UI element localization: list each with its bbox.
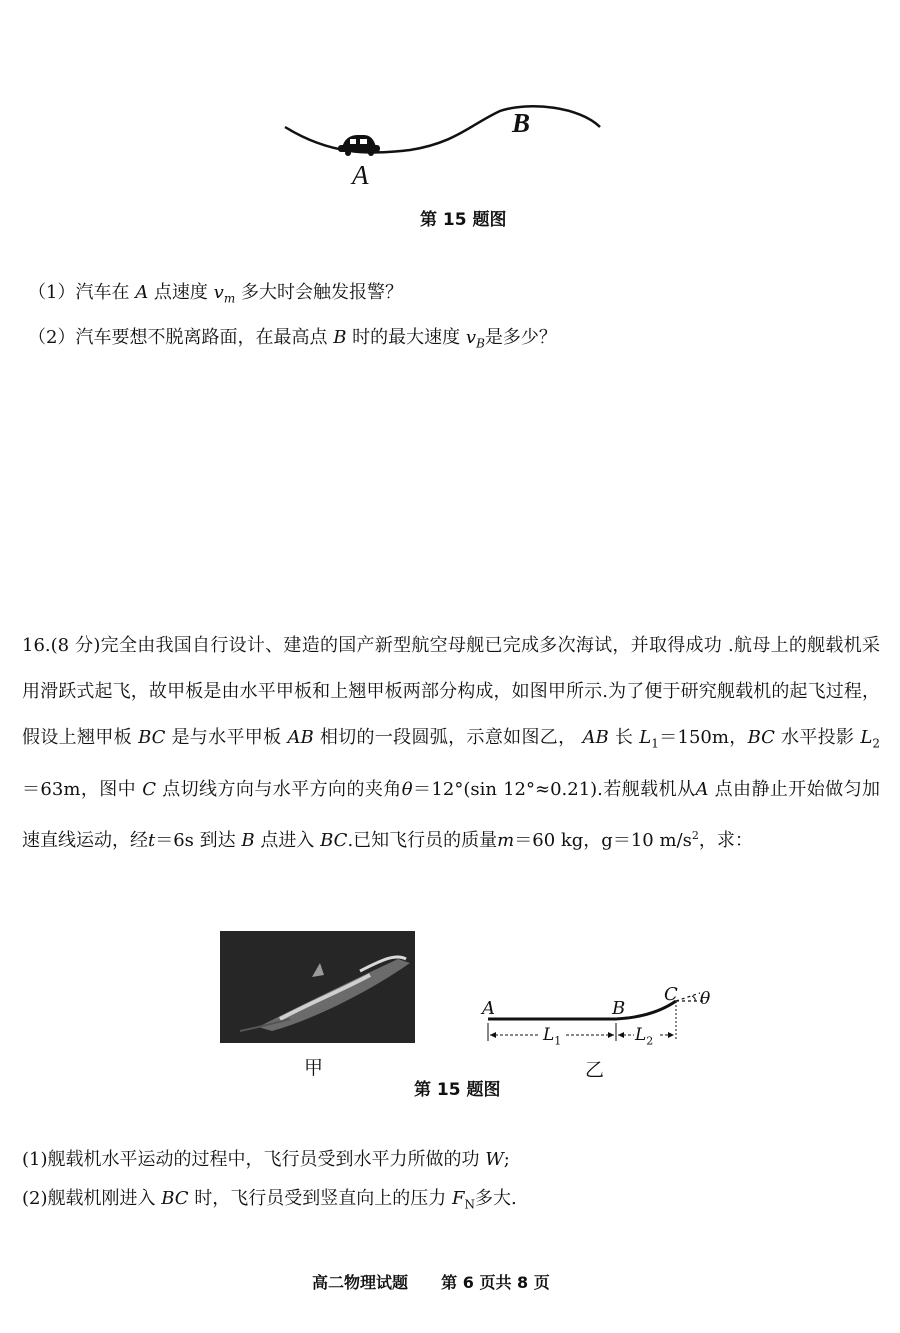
diagram-label-l1: $L_1$ [543, 1025, 562, 1048]
carrier-ship-picture [220, 931, 415, 1043]
diagram-label-l2: $L_2$ [635, 1025, 654, 1048]
q16-part1: (1)舰载机水平运动的过程中，飞行员受到水平力所做的功 W; [22, 1149, 510, 1170]
tangent-line [676, 993, 700, 1001]
footer-page-number: 第 6 页共 8 页 [441, 1273, 550, 1292]
diagram-label-c: C [664, 984, 678, 1005]
road-curve [285, 106, 600, 152]
label-yi: 乙 [585, 1059, 605, 1081]
diagram-label-b: B [612, 998, 626, 1019]
footer-subject: 高二物理试题 [312, 1273, 409, 1292]
road-label-b: B [512, 108, 531, 138]
page-footer [312, 1270, 550, 1293]
q16-part2: (2)舰载机刚进入 BC 时，飞行员受到竖直向上的压力 $F_N$多大. [22, 1188, 517, 1212]
diagram-label-theta: θ [700, 989, 711, 1009]
road-caption: 第 15 题图 [420, 210, 507, 230]
theta-arc [692, 996, 695, 1001]
q16-statement: 16.(8 分)完全由我国自行设计、建造的国产新型航空母舰已完成多次海试，并取得成功 .航母上的舰载机采用滑跃式起飞，故甲板是由水平甲板和上翘甲板两部分构成，如图甲所示.为了便于研究舰载机的起飞过程，假设上翘甲板 BC 是与水平甲板 AB 相切的一段圆弧，示意如图乙， AB 长 $L_1=150m$，BC 水平投影 $L_2=63m$，图中 C 点切线方向与水平方向的夹角θ＝12°(sin 12°≈0.21).若舰载机从A 点由静止开始做匀加速直线运动，经t＝6s 到达 B 点进入 BC.已知飞行员的质量m＝60 kg，g＝10 $m/s^2$，求： [22, 635, 881, 851]
q15-part1: （1）汽车在 A 点速度 $v_m$ 多大时会触发报警？ [28, 282, 403, 306]
q15-part2: （2）汽车要想不脱离路面，在最高点 B 时的最大速度 $v_B$是多少？ [28, 327, 557, 351]
road-figure [270, 95, 620, 195]
carrier-photo [220, 931, 415, 1043]
diagram-label-a: A [482, 998, 495, 1019]
road-label-a: A [352, 160, 369, 190]
label-jia: 甲 [304, 1057, 324, 1079]
carrier-caption: 第 15 题图 [414, 1080, 501, 1100]
